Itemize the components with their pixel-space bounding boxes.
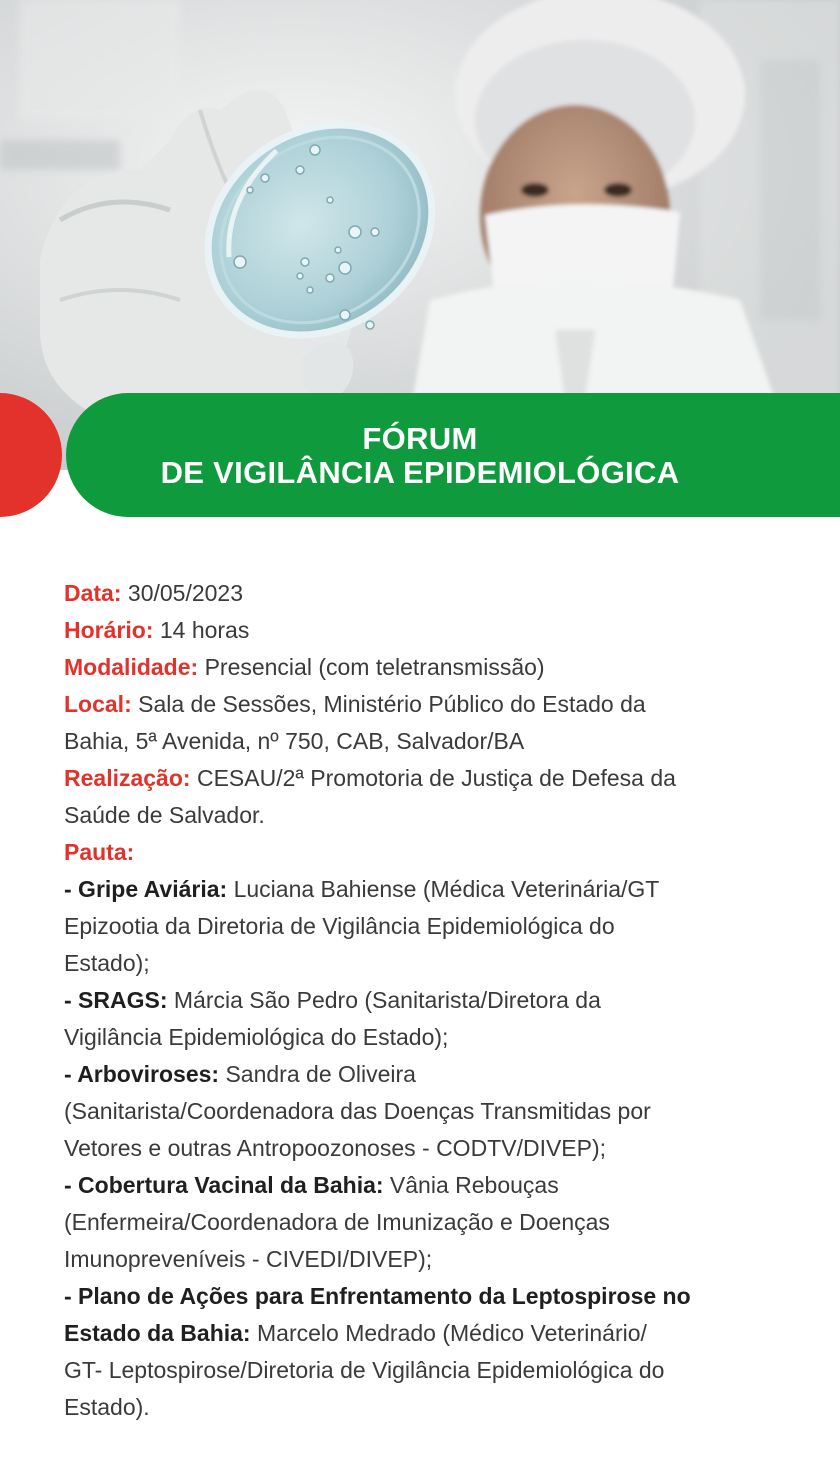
agenda-item-title-line-2: Estado da Bahia: [64, 1320, 251, 1346]
agenda-item-text: (Sanitarista/Coordenadora das Doenças Transmitidas por [64, 1098, 651, 1124]
location-label: Local: [64, 691, 132, 717]
location-value-line-1: Sala de Sessões, Ministério Público do Estado da [138, 691, 646, 717]
agenda-item-text: Sandra de Oliveira [225, 1061, 416, 1087]
agenda-item [64, 1056, 784, 1167]
agenda-item-title: - SRAGS: [64, 987, 168, 1013]
organizer-value-line-2: Saúde de Salvador. [64, 802, 265, 828]
organizer-label: Realização: [64, 765, 191, 791]
organizer-value-line-1: CESAU/2ª Promotoria de Justiça de Defesa da [196, 765, 676, 791]
organizer-row [64, 760, 784, 834]
modality-row [64, 649, 784, 686]
agenda-heading-row [64, 834, 784, 871]
agenda-item-text: Vigilância Epidemiológica do Estado); [64, 1024, 449, 1050]
agenda-item-text: Luciana Bahiense (Médica Veterinária/GT [233, 876, 660, 902]
location-row [64, 686, 784, 760]
agenda-item-text: (Enfermeira/Coordenadora de Imunização e Doenças [64, 1209, 610, 1235]
agenda-item-text: Epizootia da Diretoria de Vigilância Epidemiológica do [64, 913, 615, 939]
location-value-line-2: Bahia, 5ª Avenida, nº 750, CAB, Salvador/BA [64, 728, 525, 754]
agenda-item-text: Vânia Rebouças [389, 1172, 559, 1198]
agenda-item-title: - Arboviroses: [64, 1061, 220, 1087]
title-line-2: DE VIGILÂNCIA EPIDEMIOLÓGICA [160, 455, 680, 490]
agenda-item-text: Estado); [64, 950, 150, 976]
time-label: Horário: [64, 617, 154, 643]
agenda-item-title: - Gripe Aviária: [64, 876, 228, 902]
date-label: Data: [64, 580, 122, 606]
modality-label: Modalidade: [64, 654, 199, 680]
agenda-item-text: Estado). [64, 1394, 150, 1420]
date-row [64, 575, 784, 612]
time-value: 14 horas [159, 617, 250, 643]
agenda-item [64, 871, 784, 982]
agenda-item [64, 1278, 784, 1426]
event-details [64, 575, 784, 1426]
agenda-item-text: Marcelo Medrado (Médico Veterinário/ [257, 1320, 647, 1346]
agenda-item-text: GT- Leptospirose/Diretoria de Vigilância Epidemiológica do [64, 1357, 665, 1383]
modality-value: Presencial (com teletransmissão) [204, 654, 545, 680]
page-title [66, 422, 774, 490]
date-value: 30/05/2023 [127, 580, 244, 606]
agenda-item-text: Márcia São Pedro (Sanitarista/Diretora da [173, 987, 601, 1013]
time-row [64, 612, 784, 649]
title-line-1: FÓRUM [362, 421, 478, 456]
agenda-item [64, 982, 784, 1056]
agenda-item [64, 1167, 784, 1278]
agenda-item-title-line-1: - Plano de Ações para Enfrentamento da Leptospirose no [64, 1283, 691, 1309]
agenda-item-title: - Cobertura Vacinal da Bahia: [64, 1172, 384, 1198]
agenda-label: Pauta: [64, 839, 135, 865]
agenda-item-text: Vetores e outras Antropoozonoses - CODTV/DIVEP); [64, 1135, 607, 1161]
agenda-item-text: Imunopreveníveis - CIVEDI/DIVEP); [64, 1246, 433, 1272]
